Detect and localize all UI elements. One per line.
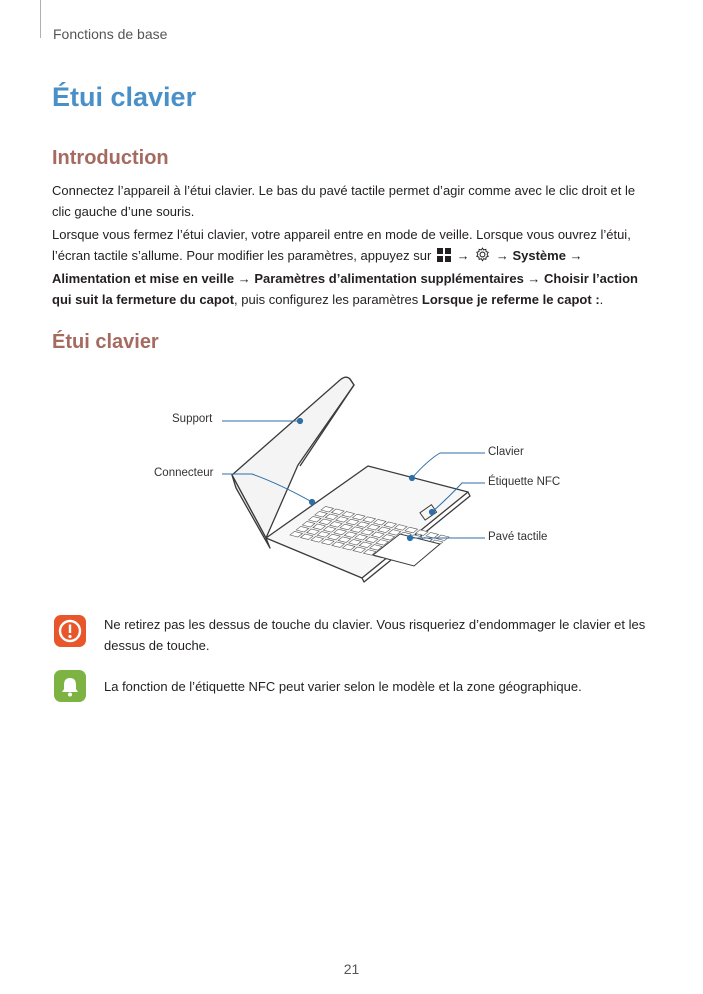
- p2-start: Lorsque vous fermez l’étui clavier, votre appareil entre en mode de veille. Lorsque vous ouvrez l’étui, l’écran tactile s’allume. Pour modifier les paramètres, appuyez sur: [52, 227, 631, 263]
- warning-icon: [54, 615, 86, 647]
- choisir-label: Choisir l’action qui suit la fermeture du capot: [52, 271, 638, 307]
- gear-icon: [475, 247, 490, 268]
- intro-paragraph-2: [52, 224, 652, 310]
- callout-support: Support: [172, 413, 213, 425]
- p2-end: .: [599, 292, 604, 307]
- callout-clavier: Clavier: [488, 446, 524, 458]
- header-rule: [40, 0, 41, 38]
- keyboard-key: [426, 532, 439, 538]
- callout-pave: Pavé tactile: [488, 531, 548, 543]
- bell-icon: [54, 670, 86, 702]
- intro-paragraph-1: Connectez l’appareil à l’étui clavier. Le bas du pavé tactile permet d’agir comme avec le clic droit et le clic gauche d’une souris.: [52, 183, 636, 219]
- systeme-label: Système: [512, 248, 566, 263]
- callout-nfc: Étiquette NFC: [488, 476, 561, 488]
- arrow-4: →: [237, 271, 251, 286]
- arrow-5: →: [527, 271, 541, 286]
- callout-connecteur: Connecteur: [154, 467, 214, 479]
- arrow-1: →: [456, 248, 470, 263]
- keyboard-cover-figure: [140, 370, 570, 590]
- arrow-2: →: [495, 248, 509, 263]
- running-head: Fonctions de base: [53, 26, 168, 42]
- section-heading: Étui clavier: [52, 331, 159, 353]
- windows-icon: [437, 247, 451, 268]
- alimentation-label: Alimentation et mise en veille: [52, 271, 235, 286]
- page-number: 21: [343, 961, 360, 977]
- parametres-label: Paramètres d’alimentation supplémentaires: [254, 271, 524, 286]
- introduction-heading: Introduction: [52, 147, 169, 169]
- arrow-3: →: [569, 248, 583, 263]
- info-notice-text: La fonction de l’étiquette NFC peut varier selon le modèle et la zone géographique.: [104, 679, 582, 694]
- warning-notice-text: Ne retirez pas les dessus de touche du clavier. Vous risqueriez d’endommager le clavier et les dessus de touche.: [104, 617, 646, 653]
- page-title: Étui clavier: [52, 82, 197, 112]
- lorsque-label: Lorsque je referme le capot :: [421, 292, 600, 307]
- p2-mid: , puis configurez les paramètres: [234, 292, 419, 307]
